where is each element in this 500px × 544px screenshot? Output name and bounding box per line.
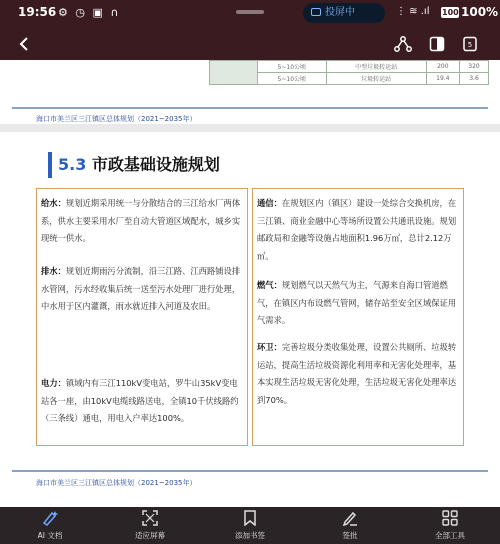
page-count-button[interactable] — [458, 32, 482, 56]
para-label: 通信： — [257, 198, 282, 208]
para-text: 规划近期采用统一与分散结合的三江给水厂两体系，供水主要采用水厂至自动大管道区域配水，城乡实现统一供水。 — [41, 198, 241, 243]
sign-button[interactable] — [305, 510, 395, 544]
status-bar — [0, 0, 500, 27]
table-cell: 垃圾转运站 — [326, 73, 426, 85]
telecom-paragraph — [257, 195, 461, 265]
para-label: 燃气： — [257, 280, 282, 290]
bottom-item-label: 添加书签 — [235, 531, 265, 540]
chevron-left-icon — [17, 36, 31, 52]
table-row — [210, 61, 489, 73]
table-cell: 5~10公顷 — [258, 73, 327, 85]
bottom-item-label: AI 文档 — [37, 531, 63, 540]
gas-paragraph — [257, 277, 461, 330]
battery-percent: 100% — [461, 5, 499, 19]
status-time: 19:56 — [18, 5, 57, 19]
back-button[interactable] — [12, 32, 36, 56]
bookmark-icon — [243, 510, 257, 526]
bottom-toolbar — [0, 507, 500, 544]
facility-table — [209, 60, 489, 85]
para-text: 在规划区内（镇区）建设一处综合交换机房，在三江镇、商业金融中心等场所设置公共通讯设施。规划邮政局和金融等设施占地面积1.96万㎡，总计2.12万㎡。 — [257, 198, 457, 261]
page-count-icon — [462, 36, 478, 52]
section-heading — [48, 152, 220, 178]
table-cell — [210, 61, 258, 85]
table-cell: 3.6 — [460, 73, 489, 85]
sanitation-paragraph — [257, 339, 461, 409]
top-toolbar — [0, 27, 500, 60]
add-bookmark-button[interactable] — [205, 510, 295, 544]
water-supply-paragraph — [41, 195, 245, 248]
table-cell: 19.4 — [426, 73, 459, 85]
ai-pen-icon — [41, 510, 59, 526]
document-view[interactable] — [0, 60, 500, 507]
cast-icon — [311, 8, 321, 16]
page-separator — [0, 124, 500, 132]
table-cell: 5~10公顷 — [258, 61, 327, 73]
drainage-paragraph — [41, 263, 245, 316]
bottom-item-label: 全部工具 — [435, 531, 465, 540]
para-label: 电力： — [41, 378, 66, 388]
cast-label: 投屏中 — [325, 7, 355, 18]
section-number: 5.3 — [58, 155, 87, 174]
section-title: 市政基础设施规划 — [91, 155, 220, 174]
infrastructure-box-left — [36, 188, 248, 446]
share-nodes-icon — [394, 35, 412, 53]
power-paragraph — [41, 375, 245, 428]
notification-icons: ⚙ ◷ ▣ ∩ — [58, 6, 121, 19]
battery-icon: 100 — [442, 8, 459, 17]
para-text: 规划近期雨污分流制，沿三江路、江西路铺设排水管网，污水经收集后统一送至污水处理厂进行处理，中水用于区内灌溉，雨水就近排入河道及农田。 — [41, 266, 241, 311]
table-cell: 320 — [460, 61, 489, 73]
para-text: 规划燃气以天然气为主，气源来自海口管道燃气，在镇区内布设燃气管网，储存站至安全区域保证用气需求。 — [257, 280, 457, 325]
screen-cast-indicator[interactable] — [303, 3, 385, 23]
split-view-icon — [429, 36, 445, 52]
svg-text:5: 5 — [467, 41, 473, 49]
split-view-button[interactable] — [425, 32, 449, 56]
ai-document-button[interactable] — [5, 510, 95, 544]
table-cell: 中型垃圾转运站 — [326, 61, 426, 73]
page-footer-text: 海口市美兰区三江镇区总体规划（2021~2035年） — [36, 479, 197, 487]
bottom-item-label: 签批 — [342, 531, 358, 540]
para-text: 镇域内有三江110kV变电站，罗牛山35kV变电站各一座，由10kV电缆线路送电，全镇10千伏线路约（三条线）通电，用电入户率达100%。 — [41, 378, 239, 423]
infrastructure-box-right — [252, 188, 464, 446]
bottom-item-label: 适应屏幕 — [135, 531, 165, 540]
page-footer-rule — [12, 470, 488, 472]
table-cell: 200 — [426, 61, 459, 73]
page-header-rule — [12, 107, 488, 109]
fit-screen-button[interactable] — [105, 510, 195, 544]
para-label: 环卫： — [257, 342, 282, 352]
para-text: 完善垃圾分类收集处理，设置公共厕所、垃圾转运站，提高生活垃圾资源化利用率和无害化处理率，基本实现生活垃圾无害化处理，生活垃圾无害化处理率达到70%。 — [257, 342, 457, 405]
grid-tools-icon — [442, 510, 458, 526]
all-tools-button[interactable] — [405, 510, 495, 544]
signal-icons: ⋮ ≋ .ıl — [396, 6, 430, 17]
page-header-text: 海口市美兰区三江镇区总体规划（2021~2035年） — [36, 115, 197, 123]
para-label: 排水： — [41, 266, 66, 276]
fit-screen-icon — [142, 510, 158, 526]
sign-pen-icon — [342, 510, 358, 526]
para-label: 给水： — [41, 198, 66, 208]
drag-handle[interactable] — [236, 10, 264, 14]
share-button[interactable] — [391, 32, 415, 56]
